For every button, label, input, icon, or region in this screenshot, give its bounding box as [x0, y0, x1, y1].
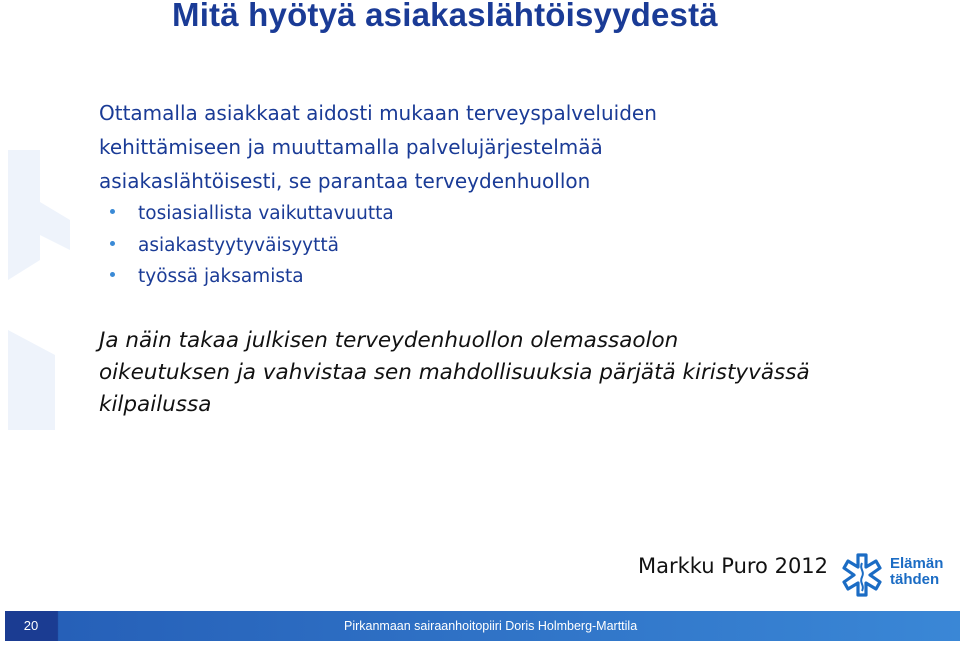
closing-paragraph — [99, 325, 939, 421]
bullet-icon — [110, 241, 115, 246]
footer-text: Pirkanmaan sairaanhoitopiiri Doris Holmberg-Marttila — [344, 619, 638, 633]
intro-line: asiakaslähtöisesti, se parantaa terveydenhuollon — [99, 169, 591, 193]
author-credit: Markku Puro 2012 — [638, 554, 829, 578]
closing-line: oikeutuksen ja vahvistaa sen mahdollisuuksia pärjätä kiristyvässä — [99, 360, 810, 385]
bullet-icon — [110, 272, 115, 277]
slide-title: Mitä hyötyä asiakaslähtöisyydestä — [172, 0, 718, 33]
list-item-label: tosiasiallista vaikuttavuutta — [138, 203, 394, 224]
intro-paragraph — [99, 96, 879, 198]
benefit-list — [110, 198, 394, 293]
closing-line: kilpailussa — [99, 392, 212, 417]
slide-footer — [0, 611, 960, 645]
list-item-label: asiakastyytyväisyyttä — [138, 234, 339, 256]
list-item — [110, 198, 394, 230]
intro-line: kehittämiseen ja muuttamalla palvelujärjestelmää — [99, 135, 603, 159]
background-watermark-icon — [0, 130, 90, 440]
logo-line: tähden — [890, 571, 940, 588]
elaman-tahden-logo — [838, 551, 958, 599]
intro-line: Ottamalla asiakkaat aidosti mukaan terveyspalveluiden — [99, 101, 657, 125]
logo-wordmark — [890, 556, 943, 588]
star-of-life-icon — [838, 551, 886, 599]
closing-line: Ja näin takaa julkisen terveydenhuollon olemassaolon — [99, 328, 679, 353]
list-item-label: työssä jaksamista — [138, 266, 304, 287]
list-item — [110, 230, 394, 262]
page-number: 20 — [23, 618, 39, 633]
bullet-icon — [110, 209, 115, 214]
logo-line: Elämän — [890, 555, 944, 572]
list-item — [110, 261, 394, 293]
